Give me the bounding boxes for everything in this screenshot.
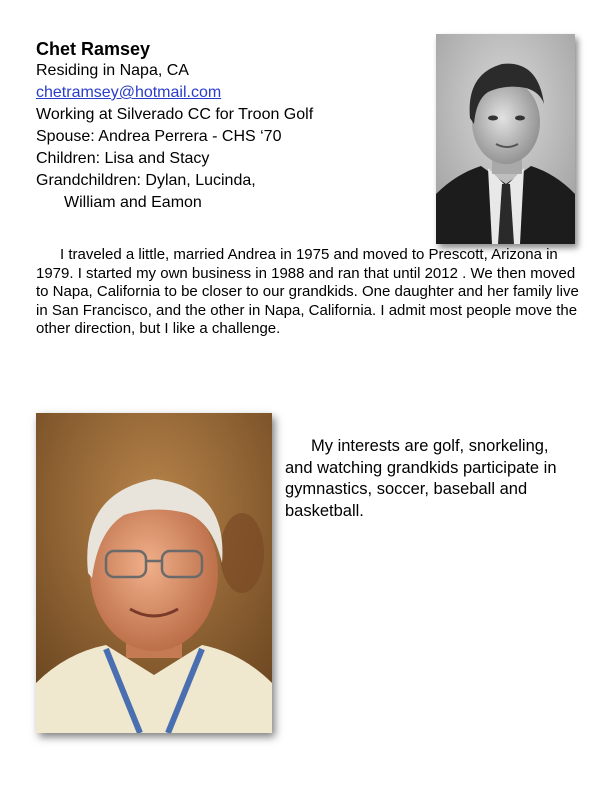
work-line: Working at Silverado CC for Troon Golf: [36, 106, 314, 123]
interests-text: My interests are golf, snorkeling, and watching grandkids participate in gymnastics, soccer, baseball and basketball.: [285, 437, 557, 520]
bio-paragraph: [36, 246, 581, 339]
interests-paragraph: [285, 436, 575, 522]
grandchildren-line-1: Grandchildren: Dylan, Lucinda,: [36, 172, 256, 189]
email-link[interactable]: chetramsey@hotmail.com: [36, 84, 222, 101]
children-line: Children: Lisa and Stacy: [36, 150, 210, 167]
residence-line: Residing in Napa, CA: [36, 62, 189, 79]
grandchildren-line-2: William and Eamon: [64, 194, 202, 211]
yearbook-photo: [436, 34, 575, 244]
person-name: Chet Ramsey: [36, 39, 151, 59]
profile-header: [36, 38, 416, 214]
spouse-line: Spouse: Andrea Perrera - CHS ‘70: [36, 128, 282, 145]
bio-text: I traveled a little, married Andrea in 1975 and moved to Prescott, Arizona in 1979. I started my own business in 1988 and ran that until 2012 . We then moved to Napa, California to be closer to our grandkids. One daughter and her family live in San Francisco, and the other in Napa, California. I admit most people move the other direction, but I like a challenge.: [36, 246, 579, 337]
recent-photo: [36, 413, 272, 733]
